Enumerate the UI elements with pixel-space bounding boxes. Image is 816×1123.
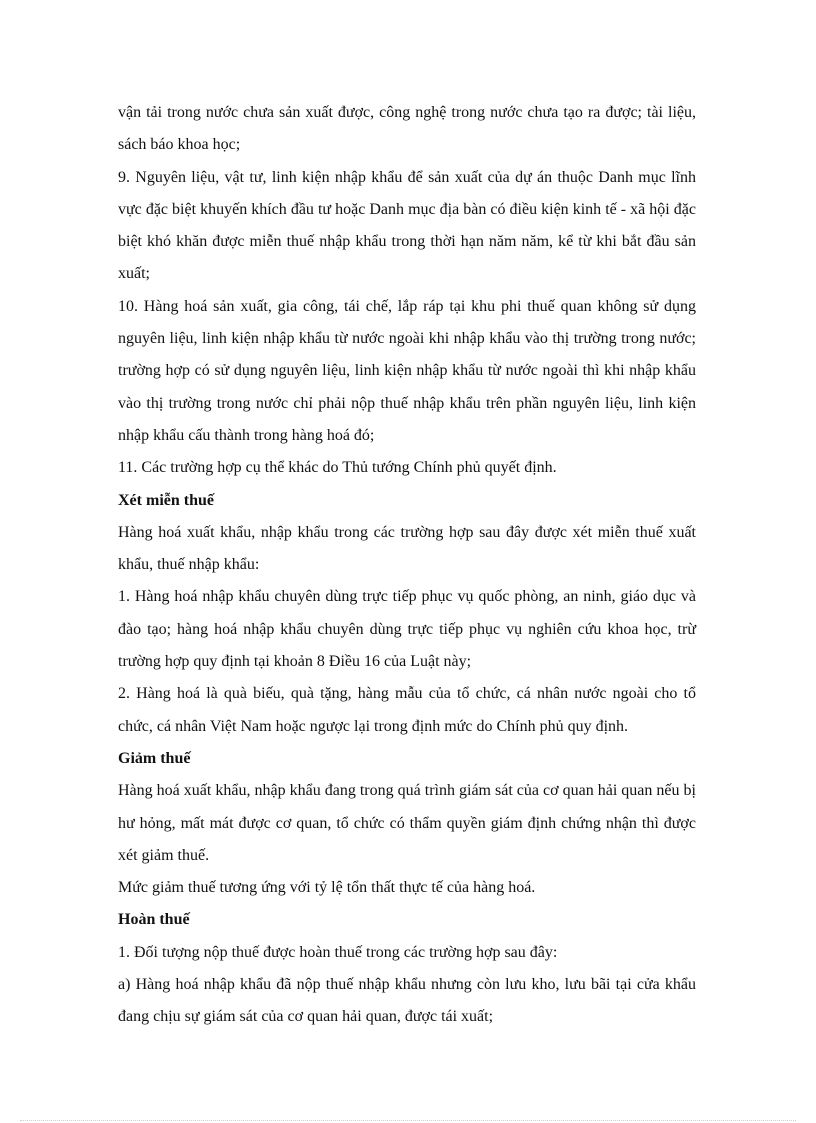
paragraph: 2. Hàng hoá là quà biếu, quà tặng, hàng mẫu của tổ chức, cá nhân nước ngoài cho tổ chức, cá nhân Việt Nam hoặc ngược lại trong định mức do Chính phủ quy định. [118,685,696,735]
paragraph: Hàng hoá xuất khẩu, nhập khẩu trong các trường hợp sau đây được xét miễn thuế xuất khẩu, thuế nhập khẩu: [118,523,696,574]
paragraph: a) Hàng hoá nhập khẩu đã nộp thuế nhập khẩu nhưng còn lưu kho, lưu bãi tại cửa khẩu đang chịu sự giám sát của cơ quan hải quan, được tái xuất; [118,976,696,1026]
paragraph: Mức giảm thuế tương ứng với tỷ lệ tổn thất thực tế của hàng hoá. [118,879,536,897]
section-heading: Hoàn thuế [118,911,190,929]
paragraph: 11. Các trường hợp cụ thể khác do Thủ tướng Chính phủ quyết định. [118,459,557,477]
paragraph: 1. Đối tượng nộp thuế được hoàn thuế trong các trường hợp sau đây: [118,943,558,961]
document-body [118,97,696,1034]
section-heading: Giảm thuế [118,749,191,767]
paragraph: 10. Hàng hoá sản xuất, gia công, tái chế, lắp ráp tại khu phi thuế quan không sử dụng nguyên liệu, linh kiện nhập khẩu từ nước ngoài khi nhập khẩu vào thị trường trong nước; trường hợp có sử dụng nguyên liệu, linh kiện nhập khẩu từ nước ngoài thì khi nhập khẩu vào thị trường trong nước chỉ phải nộp thuế nhập khẩu trên phần nguyên liệu, linh kiện nhập khẩu cấu thành trong hàng hoá đó; [118,297,696,444]
paragraph: vận tải trong nước chưa sản xuất được, công nghệ trong nước chưa tạo ra được; tài liệu, sách báo khoa học; [118,104,696,154]
page-bottom-divider [20,1120,796,1121]
section-heading: Xét miễn thuế [118,491,214,509]
paragraph: 1. Hàng hoá nhập khẩu chuyên dùng trực tiếp phục vụ quốc phòng, an ninh, giáo dục và đào tạo; hàng hoá nhập khẩu chuyên dùng trực tiếp phục vụ nghiên cứu khoa học, trừ trường hợp quy định tại khoản 8 Điều 16 của Luật này; [118,588,696,671]
paragraph: 9. Nguyên liệu, vật tư, linh kiện nhập khẩu để sản xuất của dự án thuộc Danh mục lĩnh vực đặc biệt khuyến khích đầu tư hoặc Danh mục địa bàn có điều kiện kinh tế - xã hội đặc biệt khó khăn được miễn thuế nhập khẩu trong thời hạn năm năm, kể từ khi bắt đầu sản xuất; [118,168,696,283]
paragraph: Hàng hoá xuất khẩu, nhập khẩu đang trong quá trình giám sát của cơ quan hải quan nếu bị hư hỏng, mất mát được cơ quan, tổ chức có thẩm quyền giám định chứng nhận thì được xét giảm thuế. [118,782,696,864]
